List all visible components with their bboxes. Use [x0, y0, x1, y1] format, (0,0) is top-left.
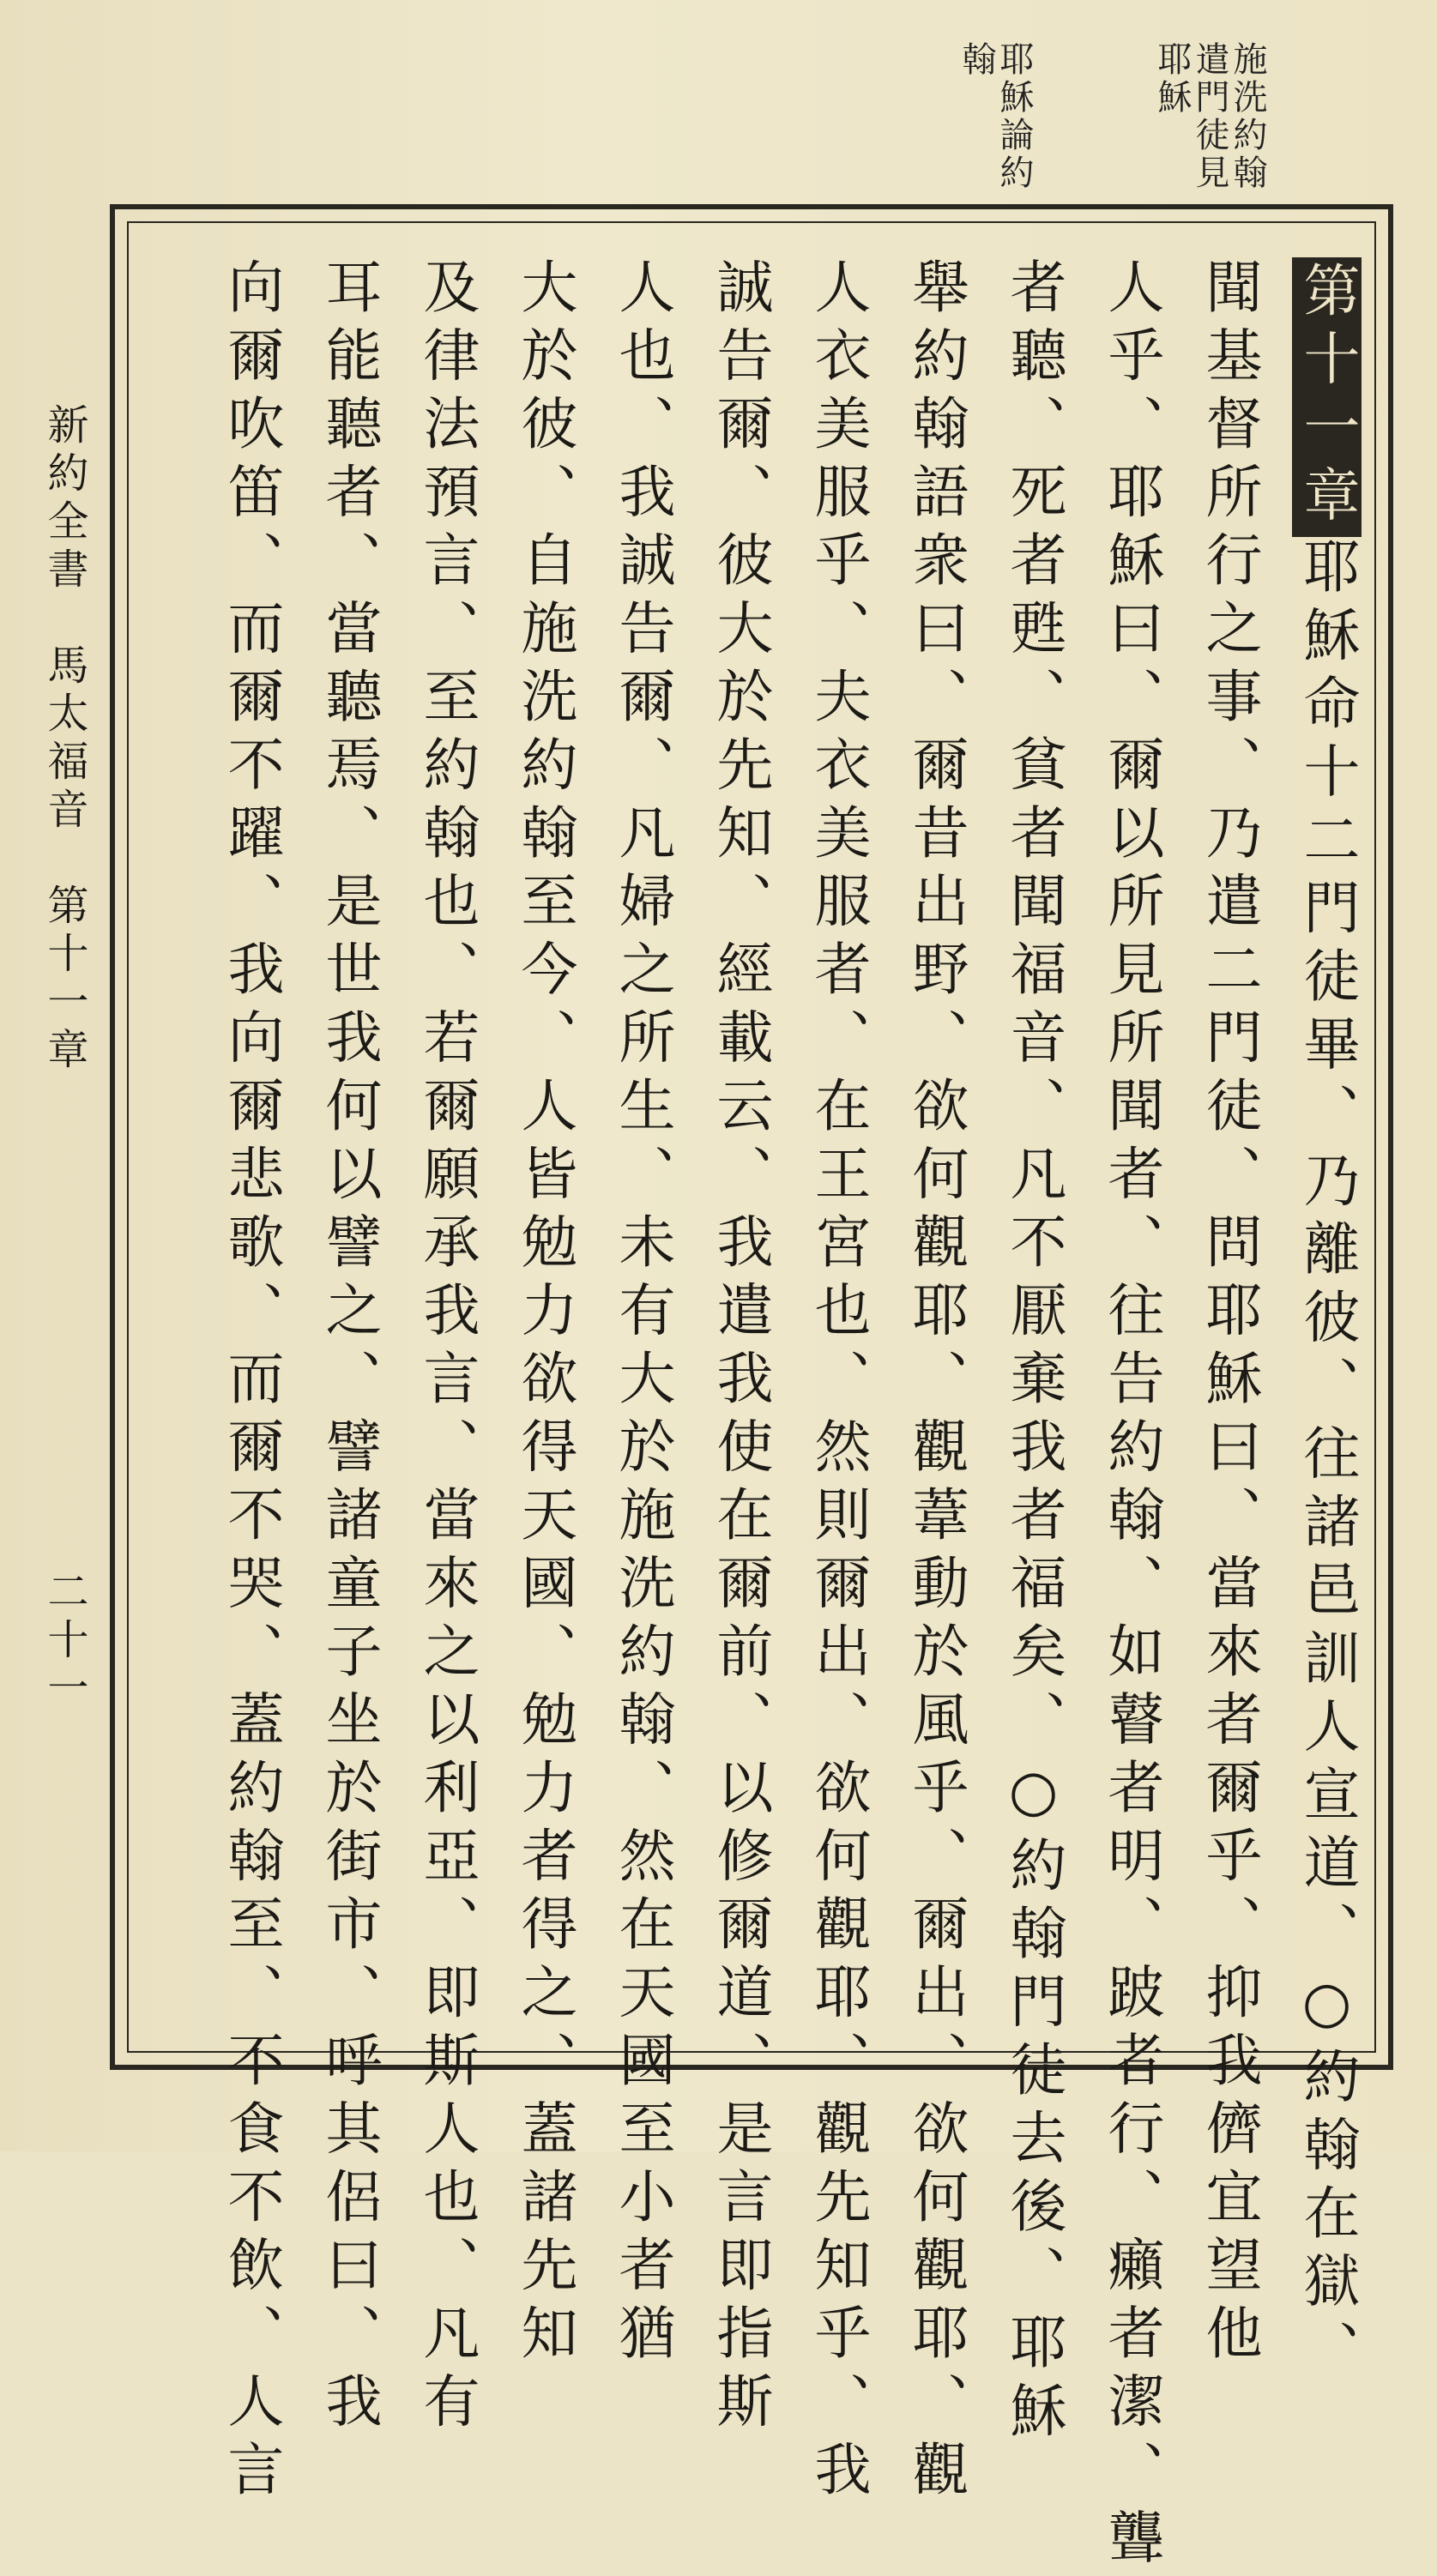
text-column-4 [1000, 257, 1066, 2449]
header-note-jesus-on-john [995, 41, 1033, 196]
text-column-11 [316, 257, 382, 2440]
column-text: 大於彼、自施洗約翰至今、人皆勉力欲得天國、勉力者得之、蓋諸先知 [511, 257, 577, 2372]
header-note-line: 遣門徒見 [1190, 41, 1229, 192]
column-text: 誠告爾、彼大於先知、經載云、我遣我使在爾前、以修爾道、是言即指斯 [707, 257, 773, 2440]
text-column-8 [609, 257, 675, 2372]
chapter-heading: 第十一章 [1292, 257, 1362, 537]
column-text: 向爾吹笛、而爾不躍、我向爾悲歌、而爾不哭、蓋約翰至、不食不飲、人言 [218, 257, 284, 2508]
text-column-1 [1294, 257, 1360, 2388]
text-column-5 [903, 257, 969, 2508]
text-column-12 [218, 257, 284, 2508]
text-column-10 [414, 257, 480, 2440]
column-text: 舉約翰語衆曰、爾昔出野、欲何觀耶、觀葦動於風乎、爾出、欲何觀耶、觀 [903, 257, 969, 2508]
header-note-baptist [1229, 41, 1266, 196]
header-note-baptist-2 [1191, 41, 1229, 196]
header-note-line: 翰 [957, 41, 996, 79]
column-text: 者聽、死者甦、貧者聞福音、凡不厭棄我者福矣、○約翰門徒去後、耶穌 [1000, 257, 1066, 2449]
running-title-text: 新約全書 馬太福音 第十一章 [40, 403, 88, 1076]
column-text: 及律法預言、至約翰也、若爾願承我言、當來之以利亞、即斯人也、凡有 [414, 257, 480, 2440]
column-text: 耶穌命十二門徒畢、乃離彼、往諸邑訓人宣道、○約翰在獄、 [1294, 537, 1360, 2388]
header-note-baptist-3 [1153, 41, 1191, 196]
text-column-3 [1098, 257, 1164, 2576]
text-column-9 [511, 257, 577, 2372]
header-note-line: 耶穌 [1152, 41, 1192, 117]
column-text: 人乎、耶穌曰、爾以所見所聞者、往告約翰、如瞽者明、跛者行、癩者潔、聾 [1098, 257, 1164, 2576]
column-text: 人衣美服乎、夫衣美服者、在王宮也、然則爾出、欲何觀耶、觀先知乎、我 [805, 257, 871, 2508]
header-note-jesus-on-john-2 [957, 41, 995, 196]
header-note-line: 施洗約翰 [1228, 41, 1267, 192]
page-number-text: 二十一 [40, 1570, 88, 1714]
page-number [40, 1570, 88, 1741]
text-column-7 [707, 257, 773, 2440]
running-title [40, 403, 88, 1175]
column-text: 人也、我誠告爾、凡婦之所生、未有大於施洗約翰、然在天國至小者猶 [609, 257, 675, 2372]
text-column-2 [1196, 257, 1262, 2372]
header-note-line: 耶穌論約 [994, 41, 1034, 192]
column-text: 耳能聽者、當聽焉、是世我何以譬之、譬諸童子坐於街市、呼其侶曰、我 [316, 257, 382, 2440]
text-column-6 [805, 257, 871, 2508]
column-text: 聞基督所行之事、乃遣二門徒、問耶穌曰、當來者爾乎、抑我儕宜望他 [1196, 257, 1262, 2372]
